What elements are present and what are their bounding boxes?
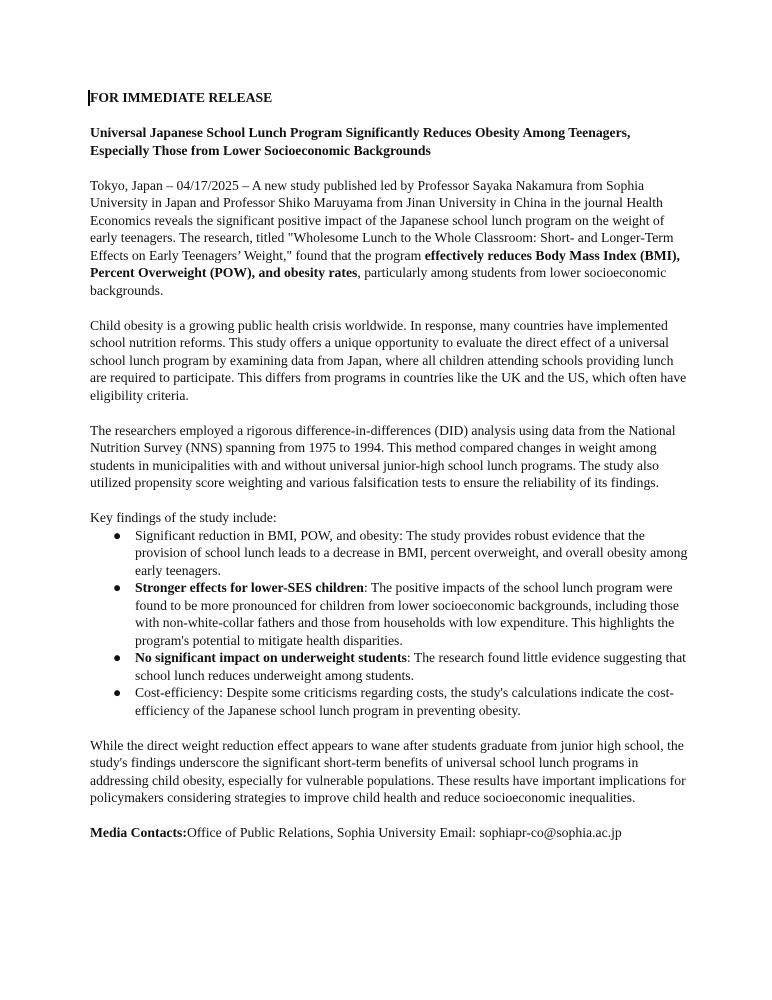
intro-text: Tokyo, Japan – 04/17/2025 – A new study published led by Professor Sayaka Nakamura from Sophia University in Japan and Professor Shiko Maruyama from Jinan University in China in the journal Health Economics reveals the significant positive impact of the Japanese school lunch program on the weight of early teenagers. The research, titled "Wholesome Lunch to the Whole Classroom: Short- and Longer-Term Effects on Early Teenagers’ Weight," found that the program (90, 177, 674, 263)
conclusion-paragraph: While the direct weight reduction effect appears to wane after students graduate from junior high school, the study's findings underscore the significant short-term benefits of universal school lunch programs in addressing child obesity, especially for vulnerable populations. These results have important implications for policymakers considering strategies to improve child health and reduce socioeconomic inequalities. (90, 737, 686, 805)
intro-tail-text: , particularly among students from lower socioeconomic backgrounds. (90, 265, 667, 298)
media-contacts-label: Media Contacts: (90, 825, 187, 840)
headline: Universal Japanese School Lunch Program Significantly Reduces Obesity Among Teenagers, Especially Those from Lower Socioeconomic Backgrounds (90, 125, 631, 158)
methods-paragraph: The researchers employed a rigorous difference-in-differences (DID) analysis using data from the National Nutrition Survey (NNS) spanning from 1975 to 1994. This method compared changes in weight among students in municipalities with and without universal junior-high school lunch programs. The study also utilized propensity score weighting and various falsification tests to ensure the reliability of its findings. (90, 422, 676, 490)
media-contacts (90, 824, 690, 842)
context-paragraph: Child obesity is a growing public health crisis worldwide. In response, many countries have implemented school nutrition reforms. This study offers a unique opportunity to evaluate the direct effect of a universal school lunch program by examining data from Japan, where all children attending schools providing lunch are required to participate. This differs from programs in countries like the UK and the US, which often have eligibility criteria. (90, 317, 687, 403)
release-label: FOR IMMEDIATE RELEASE (90, 90, 273, 105)
finding-text: : The positive impacts of the school lunch program were found to be more pronounced for children from lower socioeconomic backgrounds, including those with non-white-collar fathers and those from households with low expenditure. This highlights the program's potential to mitigate health disparities. (135, 580, 679, 648)
finding-text: : The research found little evidence suggesting that school lunch reduces underweight among students. (135, 650, 686, 683)
media-contacts-text: Office of Public Relations, Sophia University Email: sophiapr-co@sophia.ac.jp (186, 825, 622, 840)
document-page (90, 89, 690, 842)
finding-bold-text: No significant impact on underweight students (135, 650, 407, 665)
list-item (90, 579, 690, 649)
list-item (90, 527, 690, 580)
intro-paragraph (90, 177, 690, 300)
text-cursor (88, 90, 90, 106)
finding-text: Significant reduction in BMI, POW, and obesity: The study provides robust evidence that the provision of school lunch leads to a decrease in BMI, percent overweight, and overall obesity among early teenagers. (135, 527, 688, 578)
findings-list (90, 527, 690, 720)
bullet-icon: ● (113, 527, 122, 543)
finding-bold-text: Stronger effects for lower-SES children (135, 580, 364, 595)
list-item (90, 649, 690, 684)
bullet-icon: ● (113, 685, 122, 700)
findings-intro: Key findings of the study include: (90, 510, 277, 525)
intro-bold-text: effectively reduces Body Mass Index (BMI), Percent Overweight (POW), and obesity rates (90, 247, 680, 280)
list-item (90, 684, 690, 719)
bullet-icon: ● (113, 650, 122, 665)
finding-text: Cost-efficiency: Despite some criticisms regarding costs, the study's calculations indicate the cost-efficiency of the Japanese school lunch program in preventing obesity. (135, 685, 674, 718)
bullet-icon: ● (113, 580, 122, 595)
